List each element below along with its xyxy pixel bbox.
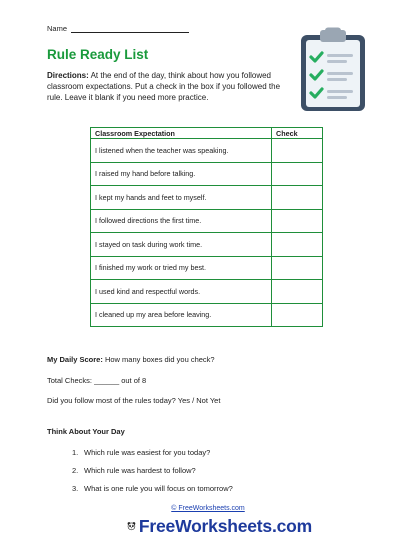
table-row bbox=[91, 186, 323, 210]
check-box[interactable] bbox=[272, 280, 323, 304]
reflection-question bbox=[72, 466, 196, 475]
expectations-table bbox=[90, 127, 323, 327]
directions-text: At the end of the day, think about how you followed classroom expectations. Put a check in the box if you followed the rule. Leave it blank if you need more practice. bbox=[47, 71, 281, 102]
table-row bbox=[91, 162, 323, 186]
table-row bbox=[91, 139, 323, 163]
name-label: Name bbox=[47, 24, 68, 33]
table-row bbox=[91, 233, 323, 257]
daily-score-question: How many boxes did you check? bbox=[102, 355, 215, 364]
clipboard-checklist-icon bbox=[298, 27, 368, 113]
expectation-cell: I used kind and respectful words. bbox=[91, 280, 272, 304]
reflection-question bbox=[72, 484, 233, 493]
daily-score-line bbox=[47, 355, 215, 364]
expectation-header: Classroom Expectation bbox=[91, 128, 272, 139]
expectation-cell: I cleaned up my area before leaving. bbox=[91, 303, 272, 327]
check-box[interactable] bbox=[272, 139, 323, 163]
check-box[interactable] bbox=[272, 256, 323, 280]
expectation-cell: I finished my work or tried my best. bbox=[91, 256, 272, 280]
question-text: Which rule was easiest for you today? bbox=[84, 448, 211, 457]
expectation-cell: I stayed on task during work time. bbox=[91, 233, 272, 257]
table-row bbox=[91, 256, 323, 280]
check-box[interactable] bbox=[272, 233, 323, 257]
table-header-row bbox=[91, 128, 323, 139]
check-box[interactable] bbox=[272, 303, 323, 327]
logo-text-com: .com bbox=[271, 515, 312, 536]
daily-score-label: My Daily Score: bbox=[47, 355, 103, 364]
freeworksheets-logo bbox=[127, 515, 312, 537]
logo-text-worksheets: Worksheets bbox=[175, 515, 272, 536]
question-number: 1. bbox=[72, 448, 79, 457]
question-number: 3. bbox=[72, 484, 79, 493]
question-text: Which rule was hardest to follow? bbox=[84, 466, 196, 475]
follow-rules-question: Did you follow most of the rules today? Yes / Not Yet bbox=[47, 396, 221, 405]
table-row bbox=[91, 280, 323, 304]
check-box[interactable] bbox=[272, 209, 323, 233]
name-field bbox=[47, 24, 189, 33]
check-box[interactable] bbox=[272, 186, 323, 210]
table-row bbox=[91, 303, 323, 327]
directions bbox=[47, 70, 287, 103]
expectation-cell: I kept my hands and feet to myself. bbox=[91, 186, 272, 210]
reflection-question bbox=[72, 448, 210, 457]
think-section-title: Think About Your Day bbox=[47, 427, 125, 436]
worksheet-title: Rule Ready List bbox=[47, 47, 149, 62]
table-row bbox=[91, 209, 323, 233]
footer-link[interactable]: © FreeWorksheets.com bbox=[171, 505, 245, 512]
name-line bbox=[71, 24, 189, 33]
expectation-cell: I raised my hand before talking. bbox=[91, 162, 272, 186]
question-number: 2. bbox=[72, 466, 79, 475]
logo-text-free: Free bbox=[138, 515, 176, 536]
expectation-cell: I followed directions the first time. bbox=[91, 209, 272, 233]
directions-label: Directions: bbox=[47, 71, 89, 80]
panda-icon bbox=[127, 515, 136, 537]
question-text: What is one rule you will focus on tomorrow? bbox=[84, 484, 233, 493]
expectation-cell: I listened when the teacher was speaking. bbox=[91, 139, 272, 163]
total-checks: Total Checks: ______ out of 8 bbox=[47, 376, 147, 385]
check-box[interactable] bbox=[272, 162, 323, 186]
check-header: Check bbox=[272, 128, 323, 139]
